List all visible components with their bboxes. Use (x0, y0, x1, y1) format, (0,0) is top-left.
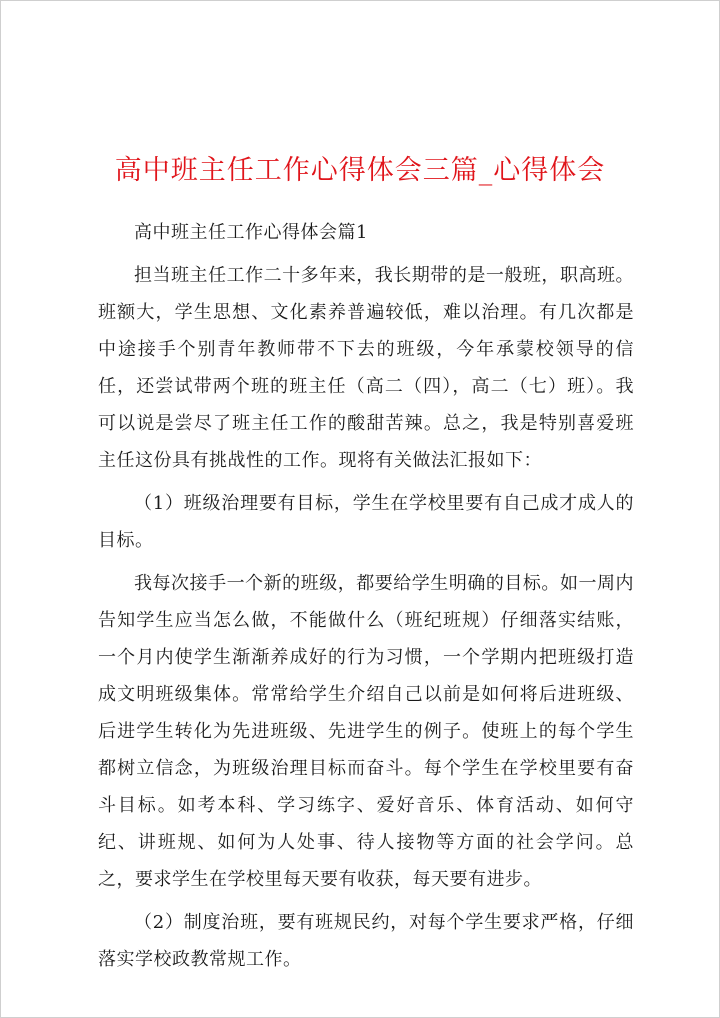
paragraph-point-1: （1）班级治理要有目标，学生在学校里要有自己成才成人的目标。 (98, 493, 634, 551)
section-heading: 高中班主任工作心得体会篇1 (134, 222, 368, 243)
document-body (98, 214, 634, 978)
paragraph-point-2: （2）制度治班，要有班规民约，对每个学生要求严格，仔细落实学校政教常规工作。 (98, 912, 634, 970)
paragraph-point-1-detail: 我每次接手一个新的班级，都要给学生明确的目标。如一周内告知学生应当怎么做，不能做什么（班纪班规）仔细落实结账，一个月内使学生渐渐养成好的行为习惯，一个学期内把班级打造成文明班级集体。常常给学生介绍自己以前是如何将后进班级、后进学生转化为先进班级、先进学生的例子。使班上的每个学生都树立信念，为班级治理目标而奋斗。每个学生在学校里要有奋斗目标。如考本科、学习练字、爱好音乐、体育活动、如何守纪、讲班规、如何为人处事、待人接物等方面的社会学问。总之，要求学生在学校里每天要有收获，每天要有进步。 (98, 573, 634, 890)
paragraph-intro: 担当班主任工作二十多年来，我长期带的是一般班，职高班。班额大，学生思想、文化素养普遍较低，难以治理。有几次都是中途接手个别青年教师带不下去的班级，今年承蒙校领导的信任，还尝试带两个班的班主任（高二（四），高二（七）班）。我可以说是尝尽了班主任工作的酸甜苦辣。总之，我是特别喜爱班主任这份具有挑战性的工作。现将有关做法汇报如下： (98, 265, 634, 471)
document-title: 高中班主任工作心得体会三篇_心得体会 (114, 155, 606, 186)
